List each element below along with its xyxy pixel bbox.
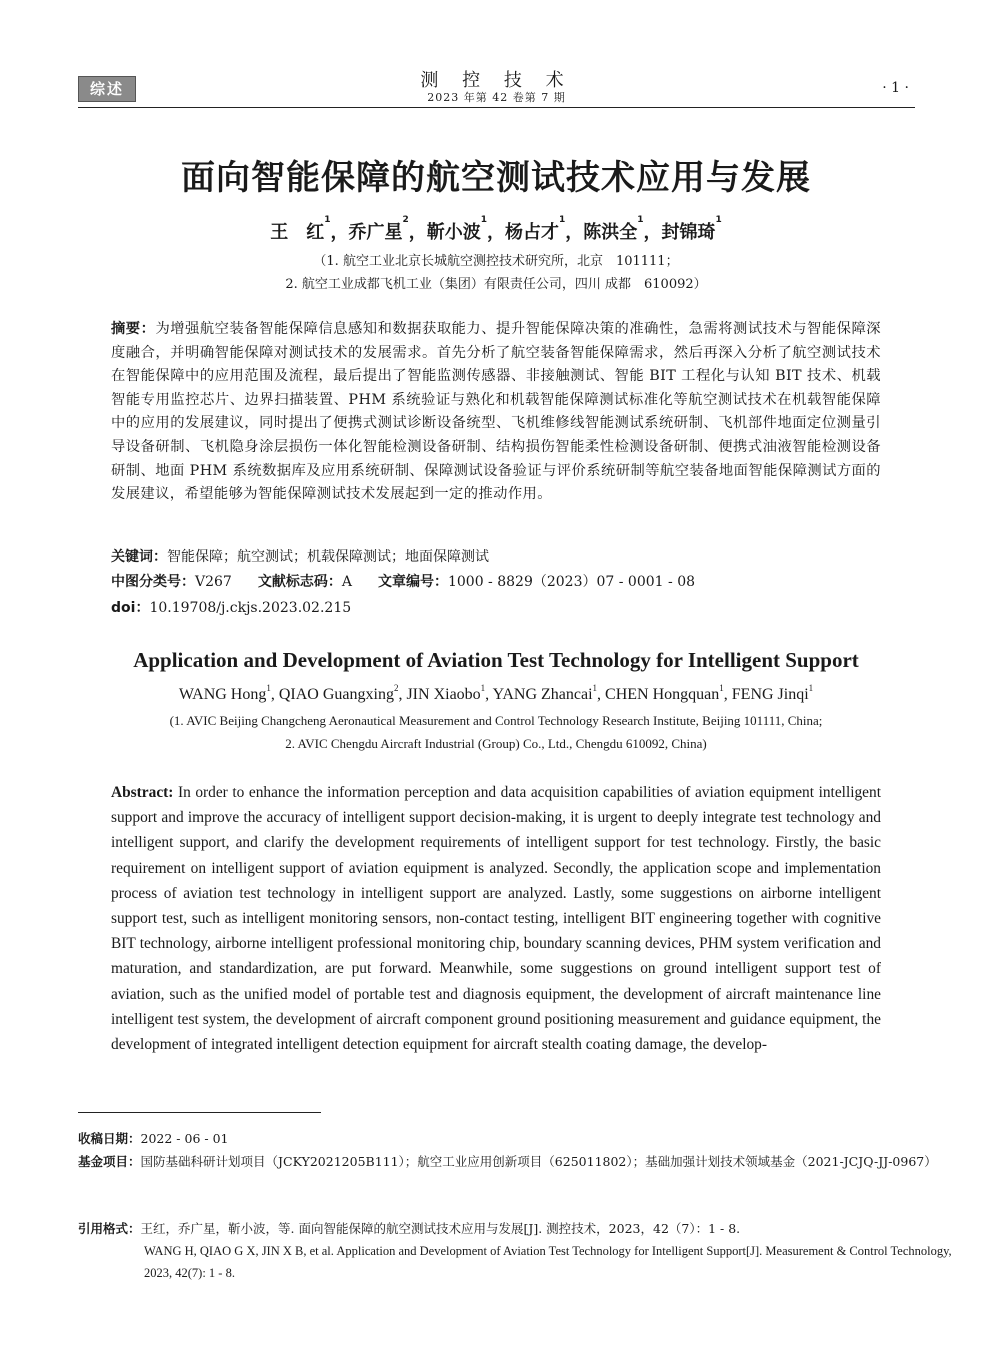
- header-rule: [78, 107, 915, 108]
- en-author-affil-mark: 1: [480, 683, 486, 693]
- en-author-affil-mark: 1: [719, 683, 724, 693]
- en-abstract: [111, 780, 881, 1057]
- en-author-name: CHEN Hongquan: [605, 686, 720, 703]
- en-author-name: FENG Jinqi: [731, 686, 809, 703]
- cn-author-name: 王 红: [270, 222, 325, 243]
- cn-author-name: 陈洪全: [583, 222, 638, 243]
- cn-author-name: 乔广星: [348, 222, 403, 243]
- doi-value: 10.19708/j.ckjs.2023.02.215: [149, 600, 352, 616]
- cn-author-name: 靳小波: [426, 222, 481, 243]
- cn-abstract-label: 摘要：: [111, 321, 156, 337]
- article-no-label: 文章编号：: [377, 574, 448, 590]
- en-affiliation-1: (1. AVIC Beijing Changcheng Aeronautical Measurement and Control Technology Research Institute, Beijing 101111, China;: [169, 713, 823, 728]
- en-author-separator: ,: [485, 686, 493, 703]
- en-author-separator: ,: [270, 686, 279, 703]
- cn-keywords: [111, 546, 881, 566]
- classification-line: [111, 571, 881, 591]
- en-affiliation-2: 2. AVIC Chengdu Aircraft Industrial (Group) Co., Ltd., Chengdu 610092, China): [285, 736, 707, 751]
- footnote-rule: [78, 1112, 321, 1113]
- cn-author-separator: ，: [643, 222, 662, 243]
- page-header: [78, 64, 915, 108]
- en-title: Application and Development of Aviation Test Technology for Intelligent Support: [133, 648, 859, 672]
- cn-affiliation-1: （1. 航空工业北京长城航空测控技术研究所，北京 101111；: [313, 254, 679, 269]
- en-author-name: QIAO Guangxing: [278, 686, 394, 703]
- cn-author-name: 封锦琦: [661, 222, 716, 243]
- en-author-affil-mark: 1: [266, 683, 271, 693]
- cite-cn-value: 王红，乔广星，靳小波，等. 面向智能保障的航空测试技术应用与发展[J]. 测控技术，2023，42（7）：1 - 8.: [140, 1221, 741, 1236]
- cn-title: 面向智能保障的航空测试技术应用与发展: [181, 158, 811, 198]
- keywords-text: 智能保障；航空测试；机载保障测试；地面保障测试: [167, 549, 489, 565]
- en-author-separator: ,: [398, 686, 407, 703]
- received-value: 2022 - 06 - 01: [140, 1131, 229, 1146]
- citation-cn: [78, 1218, 981, 1239]
- cn-author-affil-mark: 1: [559, 215, 566, 225]
- cn-author-affil-mark: 1: [480, 215, 487, 225]
- en-author-separator: ,: [597, 686, 606, 703]
- en-author-name: JIN Xiaobo: [406, 686, 481, 703]
- en-abstract-label: Abstract:: [111, 784, 174, 801]
- fund-value: 国防基础科研计划项目（JCKY2021205B111）；航空工业应用创新项目（625011802）；基础加强计划技术领域基金（2021-JCJQ-JJ-0967）: [140, 1154, 937, 1169]
- en-author-affil-mark: 2: [393, 683, 399, 693]
- journal-name: 测 控 技 术: [420, 70, 573, 91]
- cn-authors: [0, 215, 992, 244]
- cn-author-separator: ，: [408, 222, 427, 243]
- cn-affiliation-2: 2. 航空工业成都飞机工业（集团）有限责任公司，四川 成都 610092）: [285, 277, 707, 292]
- clc-label: 中图分类号：: [111, 574, 195, 590]
- article-no-value: 1000 - 8829（2023）07 - 0001 - 08: [447, 574, 696, 590]
- doi-label: doi：: [111, 600, 150, 616]
- fund-label: 基金项目：: [78, 1154, 141, 1169]
- cn-abstract: [111, 318, 881, 507]
- cn-author-separator: ，: [487, 222, 505, 243]
- cn-author-affil-mark: 1: [715, 215, 722, 225]
- keywords-label: 关键词：: [111, 549, 167, 565]
- en-abstract-text: In order to enhance the information perception and data acquisition capabilities of aviation equipment intelligent support and improve the accuracy of intelligent support decision-making, it is urgent to deeply integrate test technology and intelligent support, and clarify the development requirements of intelligent support for test technology. Firstly, the basic requirement on intelligent support of aviation equipment is analyzed. Secondly, the application scope and implementation process of aviation test technology in intelligent support are analyzed. Lastly, some suggestions on airborne intelligent support test, such as intelligent monitoring sensors, non-contact testing, intelligent BIT engineering together with cognitive BIT technology, airborne intelligent professional monitoring chip, boundary scanning devices, PHM system verification and maturation, and standardization, are put forward. Meanwhile, some suggestions on ground intelligent support test of aviation, such as the unified model of portable test and diagnosis equipment, the development of aircraft maintenance line intelligent test system, the development of aircraft component ground positioning measurement and guidance equipment, the development of integrated intelligent detection equipment for aircraft stealth coating damage, the develop-: [111, 784, 881, 1054]
- page-number: · 1 ·: [882, 80, 909, 96]
- en-author-affil-mark: 1: [808, 683, 814, 693]
- cn-author-affil-mark: 2: [402, 215, 409, 225]
- doc-code-value: A: [341, 574, 352, 590]
- en-authors: [0, 683, 992, 704]
- en-author-affil-mark: 1: [592, 683, 598, 693]
- citation-en: WANG H, QIAO G X, JIN X B, et al. Application and Development of Aviation Test Technology for Intelligent Support[J]. Measurement & Control Technology, 2023, 42(7): 1 - 8.: [144, 1244, 952, 1280]
- cite-label: 引用格式：: [78, 1221, 141, 1236]
- doc-code-label: 文献标志码：: [257, 574, 342, 590]
- fund-project: [78, 1151, 981, 1172]
- clc-value: V267: [195, 574, 232, 590]
- cn-author-separator: ，: [330, 222, 349, 243]
- cn-author-name: 杨占才: [505, 222, 559, 243]
- cn-author-affil-mark: 1: [637, 215, 644, 225]
- received-label: 收稿日期：: [78, 1131, 141, 1146]
- journal-issue: 2023 年第 42 卷第 7 期: [427, 91, 566, 104]
- en-author-separator: ,: [723, 686, 732, 703]
- received-date: [78, 1128, 915, 1149]
- section-tag: 综述: [78, 76, 136, 102]
- cn-abstract-text: 为增强航空装备智能保障信息感知和数据获取能力、提升智能保障决策的准确性，急需将测试技术与智能保障深度融合，并明确智能保障对测试技术的发展需求。首先分析了航空装备智能保障需求，然后再深入分析了航空测试技术在智能保障中的应用范围及流程，最后提出了智能监测传感器、非接触测试、智能 BIT 工程化与认知 BIT 技术、机载智能专用监控芯片、边界扫描装置、PHM 系统验证与熟化和机载智能保障测试标准化等航空测试技术在机载智能保障中的应用的发展建议，同时提出了便携式测试诊断设备统型、飞机维修线智能测试系统研制、飞机部件地面定位测量引导设备研制、飞机隐身涂层损伤一体化智能检测设备研制、结构损伤智能柔性检测设备研制、便携式油液智能检测设备研制、地面 PHM 系统数据库及应用系统研制、保障测试设备验证与评价系统研制等航空装备地面智能保障测试方面的发展建议，希望能够为智能保障测试技术发展起到一定的推动作用。: [111, 321, 881, 503]
- en-author-name: YANG Zhancai: [492, 686, 593, 703]
- en-author-name: WANG Hong: [178, 686, 267, 703]
- doi-line: [111, 597, 881, 617]
- cn-author-affil-mark: 1: [324, 215, 331, 225]
- cn-author-separator: ，: [565, 222, 584, 243]
